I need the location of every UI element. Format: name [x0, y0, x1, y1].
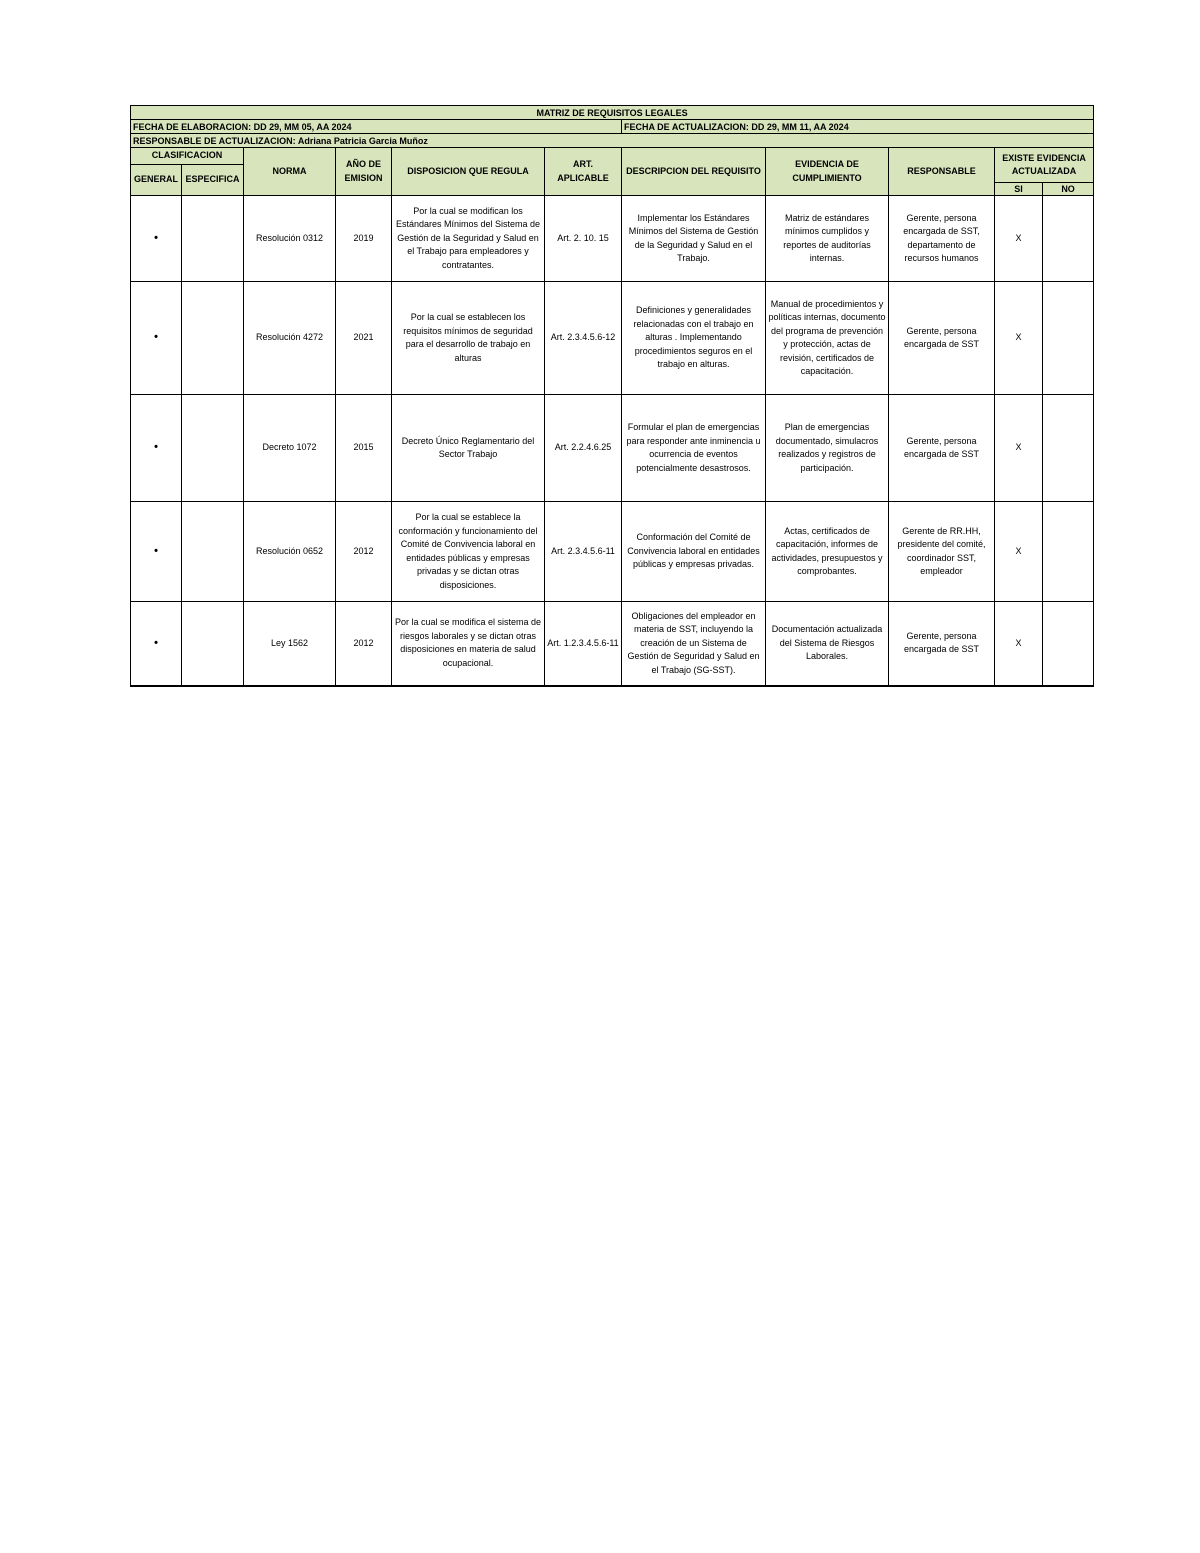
evidencia-cell: Manual de procedimientos y políticas internas, documento del programa de prevención y protección, actas de revisión, certificados de capacitación. [766, 282, 889, 395]
matrix-title: MATRIZ DE REQUISITOS LEGALES [131, 106, 1094, 120]
responsable-actualizacion: RESPONSABLE DE ACTUALIZACION: Adriana Patricia Garcia Muñoz [131, 134, 1094, 148]
anio-cell: 2019 [336, 196, 392, 282]
si-cell: X [995, 196, 1043, 282]
disposicion-cell: Por la cual se establece la conformación y funcionamiento del Comité de Convivencia laboral en entidades públicas y empresas privadas y se dictan otras disposiciones. [392, 502, 545, 602]
dates-row [131, 120, 1094, 134]
table-row [131, 395, 1094, 502]
table-row [131, 282, 1094, 395]
norma-cell: Ley 1562 [244, 602, 336, 686]
fecha-elaboracion: FECHA DE ELABORACION: DD 29, MM 05, AA 2024 [131, 120, 622, 134]
especifica-cell [182, 282, 244, 395]
descripcion-cell: Obligaciones del empleador en materia de SST, incluyendo la creación de un Sistema de Gestión de Seguridad y Salud en el Trabajo (SG-SST). [622, 602, 766, 686]
table-row [131, 602, 1094, 686]
responsable-cell: Gerente, persona encargada de SST [889, 282, 995, 395]
general-mark: • [131, 395, 182, 502]
header-especifica: ESPECIFICA [182, 165, 244, 196]
descripcion-cell: Definiciones y generalidades relacionadas con el trabajo en alturas . Implementando procedimientos seguros en el trabajo en alturas. [622, 282, 766, 395]
table-row [131, 196, 1094, 282]
si-cell: X [995, 395, 1043, 502]
header-anio-emision: AÑO DE EMISION [336, 148, 392, 196]
descripcion-cell: Implementar los Estándares Mínimos del Sistema de Gestión de la Seguridad y Salud en el Trabajo. [622, 196, 766, 282]
anio-cell: 2015 [336, 395, 392, 502]
no-cell [1043, 395, 1094, 502]
no-cell [1043, 196, 1094, 282]
disposicion-cell: Por la cual se establecen los requisitos mínimos de seguridad para el desarrollo de trabajo en alturas [392, 282, 545, 395]
responsable-cell: Gerente de RR.HH, presidente del comité, coordinador SST, empleador [889, 502, 995, 602]
responsable-row [131, 134, 1094, 148]
header-responsable: RESPONSABLE [889, 148, 995, 196]
art-cell: Art. 2.3.4.5.6-11 [545, 502, 622, 602]
responsable-cell: Gerente, persona encargada de SST [889, 395, 995, 502]
disposicion-cell: Decreto Único Reglamentario del Sector Trabajo [392, 395, 545, 502]
responsable-cell: Gerente, persona encargada de SST [889, 602, 995, 686]
art-cell: Art. 2. 10. 15 [545, 196, 622, 282]
responsable-cell: Gerente, persona encargada de SST, departamento de recursos humanos [889, 196, 995, 282]
legal-requirements-sheet [130, 105, 1093, 687]
si-cell: X [995, 282, 1043, 395]
header-disposicion: DISPOSICION QUE REGULA [392, 148, 545, 196]
art-cell: Art. 2.2.4.6.25 [545, 395, 622, 502]
header-general: GENERAL [131, 165, 182, 196]
anio-cell: 2021 [336, 282, 392, 395]
title-row [131, 106, 1094, 120]
no-cell [1043, 502, 1094, 602]
si-cell: X [995, 502, 1043, 602]
general-mark: • [131, 196, 182, 282]
table-row [131, 502, 1094, 602]
anio-cell: 2012 [336, 602, 392, 686]
disposicion-cell: Por la cual se modifica el sistema de riesgos laborales y se dictan otras disposiciones en materia de salud ocupacional. [392, 602, 545, 686]
especifica-cell [182, 602, 244, 686]
especifica-cell [182, 196, 244, 282]
header-descripcion: DESCRIPCION DEL REQUISITO [622, 148, 766, 196]
norma-cell: Resolución 0312 [244, 196, 336, 282]
legal-requirements-table [130, 105, 1094, 687]
norma-cell: Resolución 4272 [244, 282, 336, 395]
general-mark: • [131, 602, 182, 686]
header-existe-evidencia: EXISTE EVIDENCIA ACTUALIZADA [995, 148, 1094, 183]
no-cell [1043, 282, 1094, 395]
general-mark: • [131, 282, 182, 395]
evidencia-cell: Documentación actualizada del Sistema de Riesgos Laborales. [766, 602, 889, 686]
anio-cell: 2012 [336, 502, 392, 602]
descripcion-cell: Formular el plan de emergencias para responder ante inminencia u ocurrencia de eventos potencialmente desastrosos. [622, 395, 766, 502]
art-cell: Art. 2.3.4.5.6-12 [545, 282, 622, 395]
evidencia-cell: Actas, certificados de capacitación, informes de actividades, presupuestos y comprobantes. [766, 502, 889, 602]
norma-cell: Decreto 1072 [244, 395, 336, 502]
header-row-1 [131, 148, 1094, 165]
header-no: NO [1043, 183, 1094, 196]
fecha-actualizacion: FECHA DE ACTUALIZACION: DD 29, MM 11, AA 2024 [622, 120, 1094, 134]
header-si: SI [995, 183, 1043, 196]
evidencia-cell: Matriz de estándares mínimos cumplidos y reportes de auditorías internas. [766, 196, 889, 282]
si-cell: X [995, 602, 1043, 686]
header-art-aplicable: ART. APLICABLE [545, 148, 622, 196]
no-cell [1043, 602, 1094, 686]
evidencia-cell: Plan de emergencias documentado, simulacros realizados y registros de participación. [766, 395, 889, 502]
header-clasificacion: CLASIFICACION [131, 148, 244, 165]
norma-cell: Resolución 0652 [244, 502, 336, 602]
descripcion-cell: Conformación del Comité de Convivencia laboral en entidades públicas y empresas privadas. [622, 502, 766, 602]
especifica-cell [182, 502, 244, 602]
disposicion-cell: Por la cual se modifican los Estándares Mínimos del Sistema de Gestión de la Seguridad y Salud en el Trabajo para empleadores y contratantes. [392, 196, 545, 282]
art-cell: Art. 1.2.3.4.5.6-11 [545, 602, 622, 686]
especifica-cell [182, 395, 244, 502]
header-evidencia: EVIDENCIA DE CUMPLIMIENTO [766, 148, 889, 196]
header-norma: NORMA [244, 148, 336, 196]
general-mark: • [131, 502, 182, 602]
